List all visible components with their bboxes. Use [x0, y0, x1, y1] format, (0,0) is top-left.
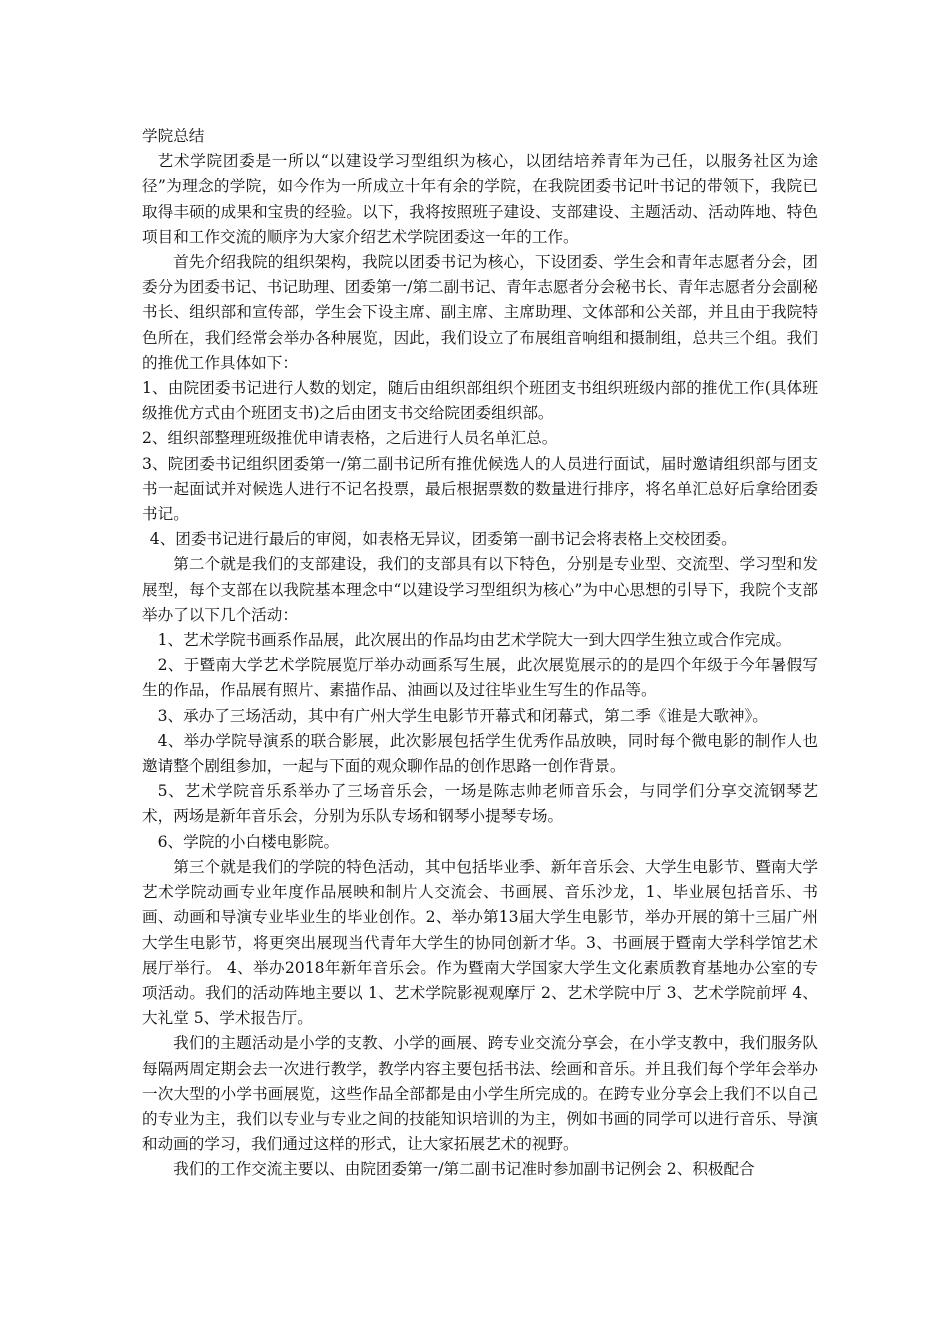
paragraph-exchange: 我们的工作交流主要以、由院团委第一/第二副书记准时参加副书记例会 2、积极配合 — [173, 1160, 755, 1179]
paragraph-branch: 第二个就是我们的支部建设，我们的支部具有以下特色，分别是专业型、交流型、学习型和发展型，每个支部在以我院基本理念中“以建设学习型组织为核心”为中心思想的引导下，我院个支部举办了以下几个活动： — [142, 555, 818, 624]
list-item-activity-6: 6、学院的小白楼电影院。 — [157, 832, 340, 851]
document-body — [142, 124, 818, 1183]
list-item-activity-5: 5、艺术学院音乐系举办了三场音乐会，一场是陈志帅老师音乐会，与同学们分享交流钢琴艺术，两场是新年音乐会，分别为乐队专场和钢琴小提琴专场。 — [142, 782, 818, 826]
document-title: 学院总结 — [142, 127, 205, 145]
list-item-recommend-1: 1、由院团委书记进行人数的划定，随后由组织部组织个班团支书组织班级内部的推优工作(具体班级推优方式由个班团支书)之后由团支书交给院团委组织部。 — [142, 379, 818, 423]
paragraph-intro: 艺术学院团委是一所以“以建设学习型组织为核心，以团结培养青年为己任，以服务社区为途径”为理念的学院，如今作为一所成立十年有余的学院，在我院团委书记叶书记的带领下，我院已取得丰硕的成果和宝贵的经验。以下，我将按照班子建设、支部建设、主题活动、活动阵地、特色项目和工作交流的顺序为大家介绍艺术学院团委这一年的工作。 — [142, 152, 818, 246]
list-item-recommend-4: 4、团委书记进行最后的审阅，如表格无异议，团委第一副书记会将表格上交校团委。 — [149, 530, 737, 549]
paragraph-themes: 我们的主题活动是小学的支教、小学的画展、跨专业交流分享会，在小学支教中，我们服务队每隔两周定期会去一次进行教学，教学内容主要包括书法、绘画和音乐。并且我们每个学年会举办一次大型的小学书画展览，这些作品全部都是由小学生所完成的。在跨专业分享会上我们不以自己的专业为主，我们以专业与专业之间的技能知识培训的为主，例如书画的同学可以进行音乐、导演和动画的学习，我们通过这样的形式，让大家拓展艺术的视野。 — [142, 1034, 818, 1154]
paragraph-features: 第三个就是我们的学院的特色活动，其中包括毕业季、新年音乐会、大学生电影节、暨南大学艺术学院动画专业年度作品展映和制片人交流会、书画展、音乐沙龙，1、毕业展包括音乐、书画、动画和导演专业毕业生的毕业创作。2、举办第13届大学生电影节，举办开展的第十三届广州大学生电影节，将更突出展现当代青年大学生的协同创新才华。3、书画展于暨南大学科学馆艺术展厅举行。 4、举办2018年新年音乐会。作为暨南大学国家大学生文化素质教育基地办公室的专项活动。我们的活动阵地主要以 1、艺术学院影视观摩厅 2、艺术学院中厅 3、艺术学院前坪 4、大礼堂 5、学术报告厅。 — [142, 857, 818, 1028]
paragraph-organization: 首先介绍我院的组织架构，我院以团委书记为核心，下设团委、学生会和青年志愿者分会，团委分为团委书记、书记助理、团委第一/第二副书记、青年志愿者分会秘书长、青年志愿者分会副秘书长、组织部和宣传部，学生会下设主席、副主席、主席助理、文体部和公关部，并且由于我院特色所在，我们经常会举办各种展览，因此，我们设立了布展组音响组和摄制组，总共三个组。我们的推优工作具体如下： — [142, 253, 818, 372]
list-item-activity-4: 4、举办学院导演系的联合影展，此次影展包括学生优秀作品放映，同时每个微电影的制作人也邀请整个剧组参加，一起与下面的观众聊作品的创作思路一创作背景。 — [142, 731, 818, 776]
list-item-activity-1: 1、艺术学院书画系作品展，此次展出的作品均由艺术学院大一到大四学生独立或合作完成。 — [157, 631, 792, 650]
list-item-recommend-3: 3、院团委书记组织团委第一/第二副书记所有推优候选人的人员进行面试，届时邀请组织部与团支书一起面试并对候选人进行不记名投票，最后根据票数的数量进行排序，将名单汇总好后拿给团委书记。 — [142, 454, 818, 524]
list-item-activity-3: 3、承办了三场活动，其中有广州大学生电影节开幕式和闭幕式，第二季《谁是大歌神》。 — [157, 706, 768, 725]
list-item-recommend-2: 2、组织部整理班级推优申请表格，之后进行人员名单汇总。 — [142, 429, 558, 448]
list-item-activity-2: 2、于暨南大学艺术学院展览厅举办动画系写生展，此次展览展示的的是四个年级于今年暑假写生的作品，作品展有照片、素描作品、油画以及过往毕业生写生的作品等。 — [142, 656, 818, 700]
